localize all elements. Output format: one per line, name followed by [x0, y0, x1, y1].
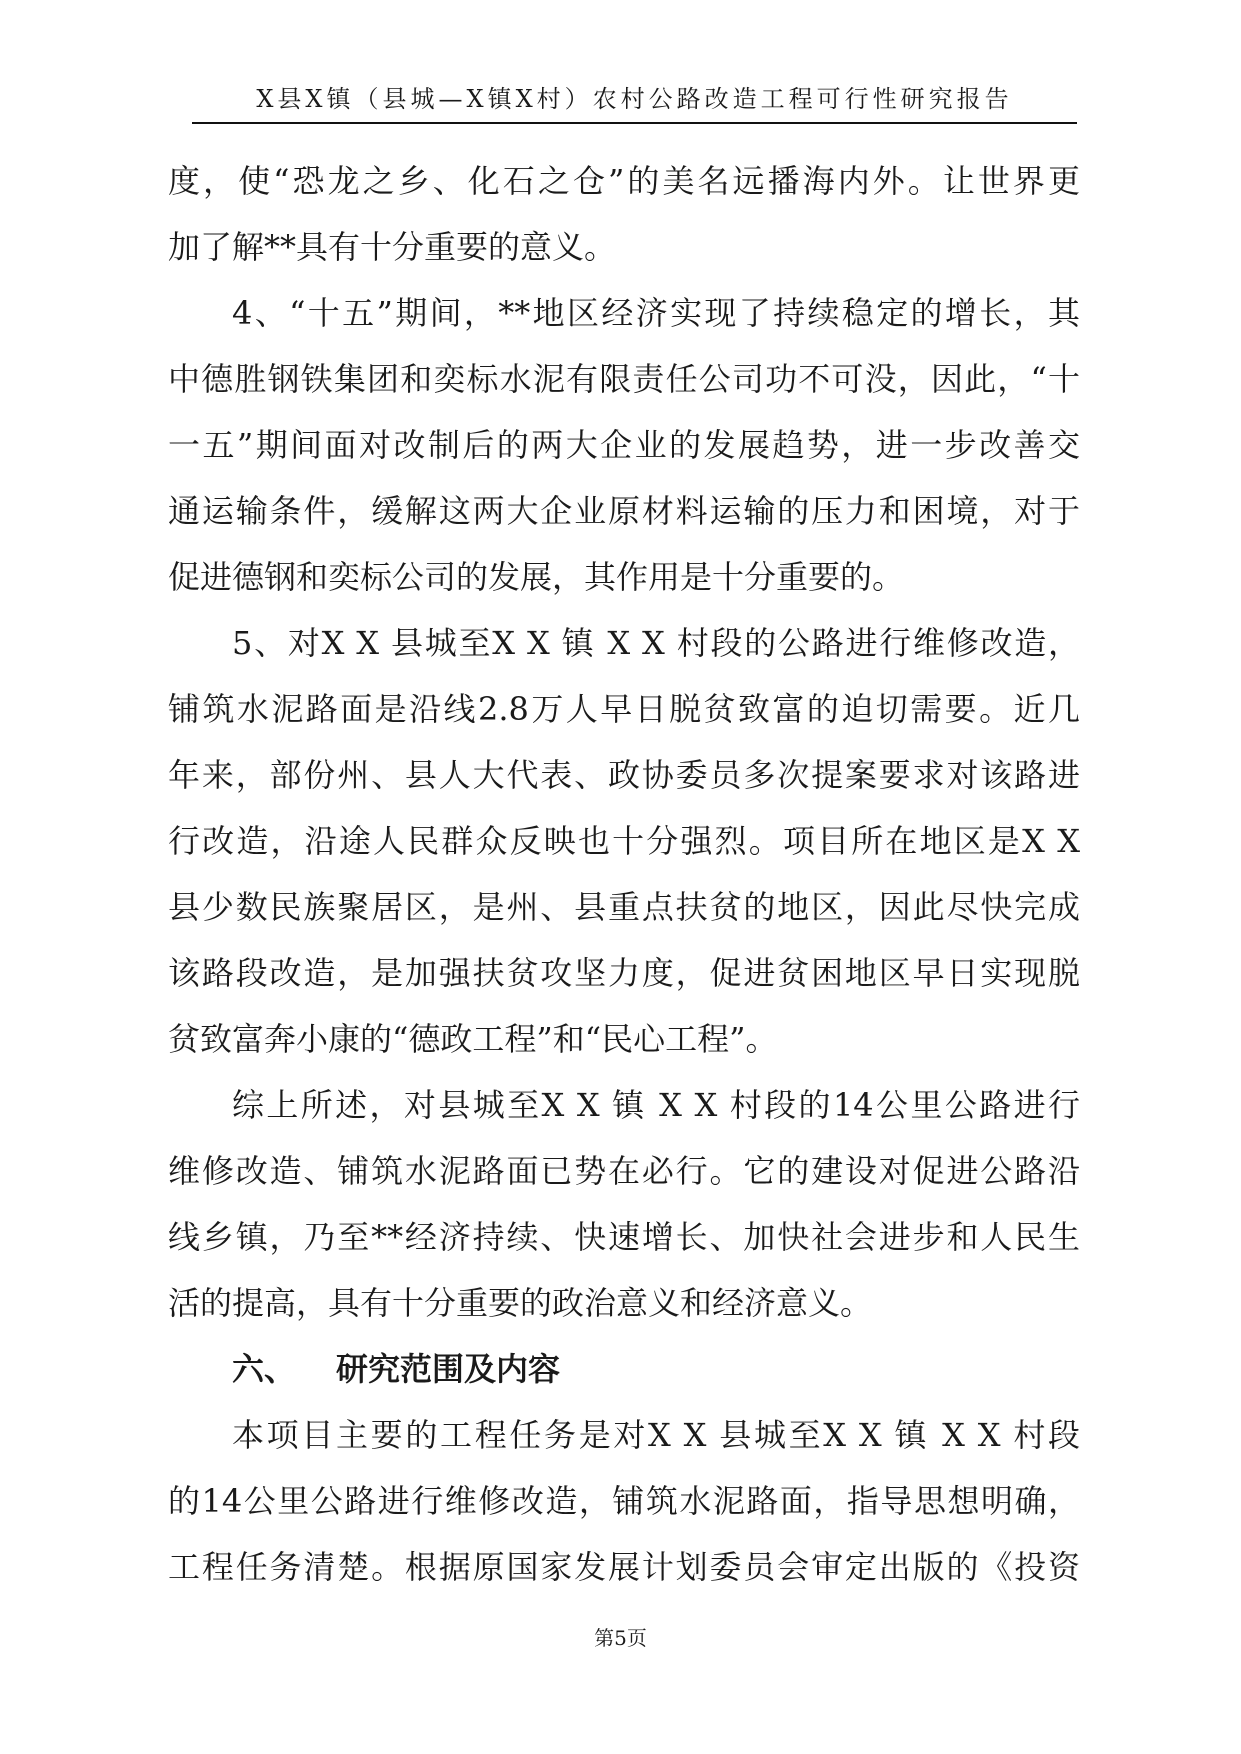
paragraph-line: 的14公里公路进行维修改造，铺筑水泥路面，指导思想明确， [168, 1482, 1080, 1520]
paragraph-line: 行改造，沿途人民群众反映也十分强烈。项目所在地区是X X [168, 822, 1080, 860]
section-heading [168, 1336, 1080, 1402]
paragraph-line: 工程任务清楚。根据原国家发展计划委员会审定出版的《投资 [168, 1548, 1080, 1586]
paragraph-line: 通运输条件，缓解这两大企业原材料运输的压力和困境，对于 [168, 492, 1080, 530]
paragraph-line: 5、对X X 县城至X X 镇 X X 村段的公路进行维修改造， [232, 624, 1080, 662]
page-number: 第5页 [594, 1626, 647, 1650]
header-rule [192, 122, 1077, 124]
paragraph-line: 本项目主要的工程任务是对X X 县城至X X 镇 X X 村段 [232, 1416, 1080, 1454]
paragraph-line: 4、“十五”期间，**地区经济实现了持续稳定的增长，其 [232, 294, 1080, 332]
paragraph-line: 县少数民族聚居区，是州、县重点扶贫的地区，因此尽快完成 [168, 888, 1080, 926]
paragraph-line: 该路段改造，是加强扶贫攻坚力度，促进贫困地区早日实现脱 [168, 954, 1080, 992]
body-text [168, 148, 1080, 1600]
paragraph-line: 维修改造、铺筑水泥路面已势在必行。它的建设对促进公路沿 [168, 1152, 1080, 1190]
section-title: 研究范围及内容 [336, 1350, 561, 1388]
paragraph-line: 贫致富奔小康的“德政工程”和“民心工程”。 [168, 1020, 778, 1058]
paragraph-line: 活的提高，具有十分重要的政治意义和经济意义。 [168, 1284, 873, 1322]
running-header: X县X镇（县城—X镇X村）农村公路改造工程可行性研究报告 [256, 85, 1013, 113]
paragraph-line: 综上所述，对县城至X X 镇 X X 村段的14公里公路进行 [232, 1086, 1080, 1124]
paragraph-line: 一五”期间面对改制后的两大企业的发展趋势，进一步改善交 [168, 426, 1080, 464]
paragraph-line: 铺筑水泥路面是沿线2.8万人早日脱贫致富的迫切需要。近几 [168, 690, 1080, 728]
paragraph-line: 加了解**具有十分重要的意义。 [168, 228, 617, 266]
section-number: 六、 [232, 1350, 297, 1388]
paragraph-line: 度，使“恐龙之乡、化石之仓”的美名远播海内外。让世界更 [168, 162, 1080, 200]
paragraph-line: 中德胜钢铁集团和奕标水泥有限责任公司功不可没，因此，“十 [168, 360, 1080, 398]
paragraph-line: 线乡镇，乃至**经济持续、快速增长、加快社会进步和人民生 [168, 1218, 1080, 1256]
paragraph-line: 促进德钢和奕标公司的发展，其作用是十分重要的。 [168, 558, 905, 596]
paragraph-line: 年来，部份州、县人大代表、政协委员多次提案要求对该路进 [168, 756, 1080, 794]
